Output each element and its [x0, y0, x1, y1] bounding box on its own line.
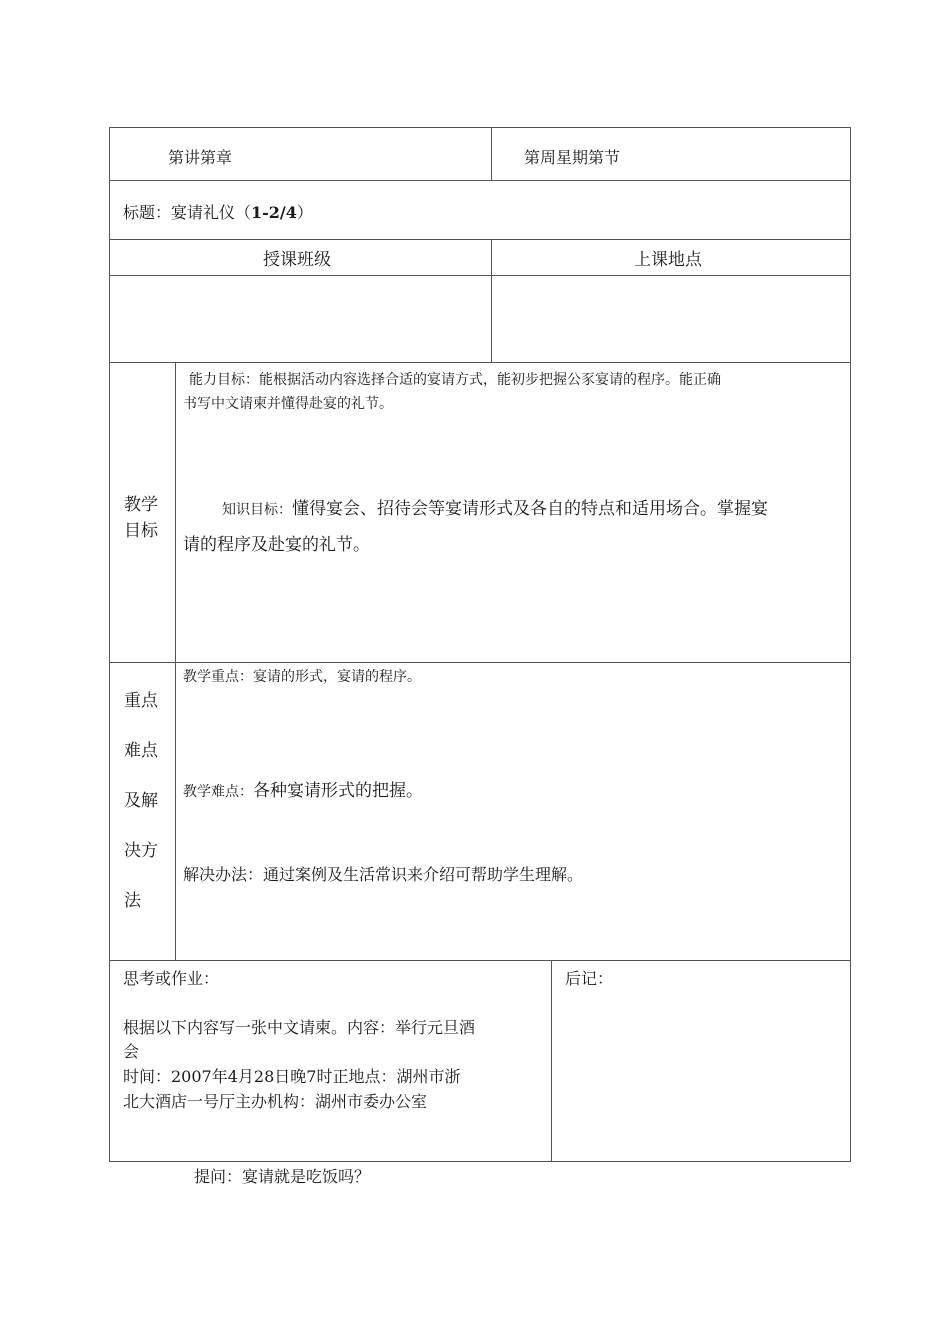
homework-line-2: 会 — [123, 1042, 140, 1061]
row-divider-3 — [109, 275, 851, 276]
ability-goal-line1: 能力目标：能根据活动内容选择合适的宴请方式，能初步把握公豕宴请的程序。能正确 — [189, 372, 721, 388]
footer-question: 提问：宴请就是吃饭吗？ — [194, 1167, 371, 1186]
keypoints-label-5: 法 — [124, 891, 141, 911]
goals-label-line2: 目标 — [124, 521, 158, 541]
difficulty-text: 各种宴请形式的把握。 — [253, 781, 423, 801]
notes-label: 后记： — [565, 969, 614, 988]
week-session: 第周星期第节 — [524, 148, 621, 167]
homework-line-1: 根据以下内容写一张中文请柬。内容：举行元旦酒 — [123, 1018, 476, 1037]
lecture-chapter: 第讲第章 — [168, 148, 233, 167]
homework-line-4: 北大酒店一号厅主办机构：湖州市委办公室 — [123, 1092, 428, 1111]
location-header: 上课地点 — [634, 250, 702, 270]
solution-method: 解决办法：通过案例及生活常识来介绍可帮助学生理解。 — [183, 865, 584, 884]
row-divider-4 — [109, 362, 851, 363]
ability-goal-line2: 书写中文请柬并懂得赴宴的礼节。 — [183, 396, 393, 412]
class-header: 授课班级 — [263, 250, 331, 270]
teaching-difficulty — [183, 776, 423, 801]
lesson-title — [123, 200, 313, 223]
goals-label-line1: 教学 — [124, 495, 158, 515]
row-divider-6 — [109, 960, 851, 961]
col-divider-class-location — [491, 239, 492, 362]
keypoints-label-4: 决方 — [124, 841, 158, 861]
col-divider-homework-notes — [551, 960, 552, 1162]
lesson-plan-table — [109, 127, 851, 1162]
knowledge-goal-line2: 请的程序及赴宴的礼节。 — [183, 535, 370, 555]
knowledge-goal-prefix: 知识目标： — [222, 502, 292, 518]
knowledge-goal-text: 懂得宴会、招待会等宴请形式及各自的特点和适用场合。掌握宴 — [292, 499, 768, 519]
title-number: 1-2/4 — [251, 203, 297, 222]
row-divider-5 — [109, 662, 851, 663]
col-divider-label — [175, 362, 176, 960]
keypoints-label-1: 重点 — [124, 691, 158, 711]
teaching-focus: 教学重点：宴请的形式，宴请的程序。 — [183, 669, 421, 685]
homework-line-3: 时间：2007年4月28日晚7时正地点：湖州市浙 — [123, 1067, 461, 1086]
title-close: ） — [296, 203, 313, 222]
homework-label: 思考或作业： — [123, 969, 220, 988]
col-divider-header — [491, 127, 492, 180]
keypoints-label-3: 及解 — [124, 791, 158, 811]
keypoints-label-2: 难点 — [124, 741, 158, 761]
title-label: 标题：宴请礼仪（ — [123, 203, 252, 222]
row-divider-1 — [109, 180, 851, 181]
row-divider-2 — [109, 239, 851, 240]
difficulty-prefix: 教学难点： — [183, 784, 253, 800]
knowledge-goal-line1 — [222, 494, 768, 519]
